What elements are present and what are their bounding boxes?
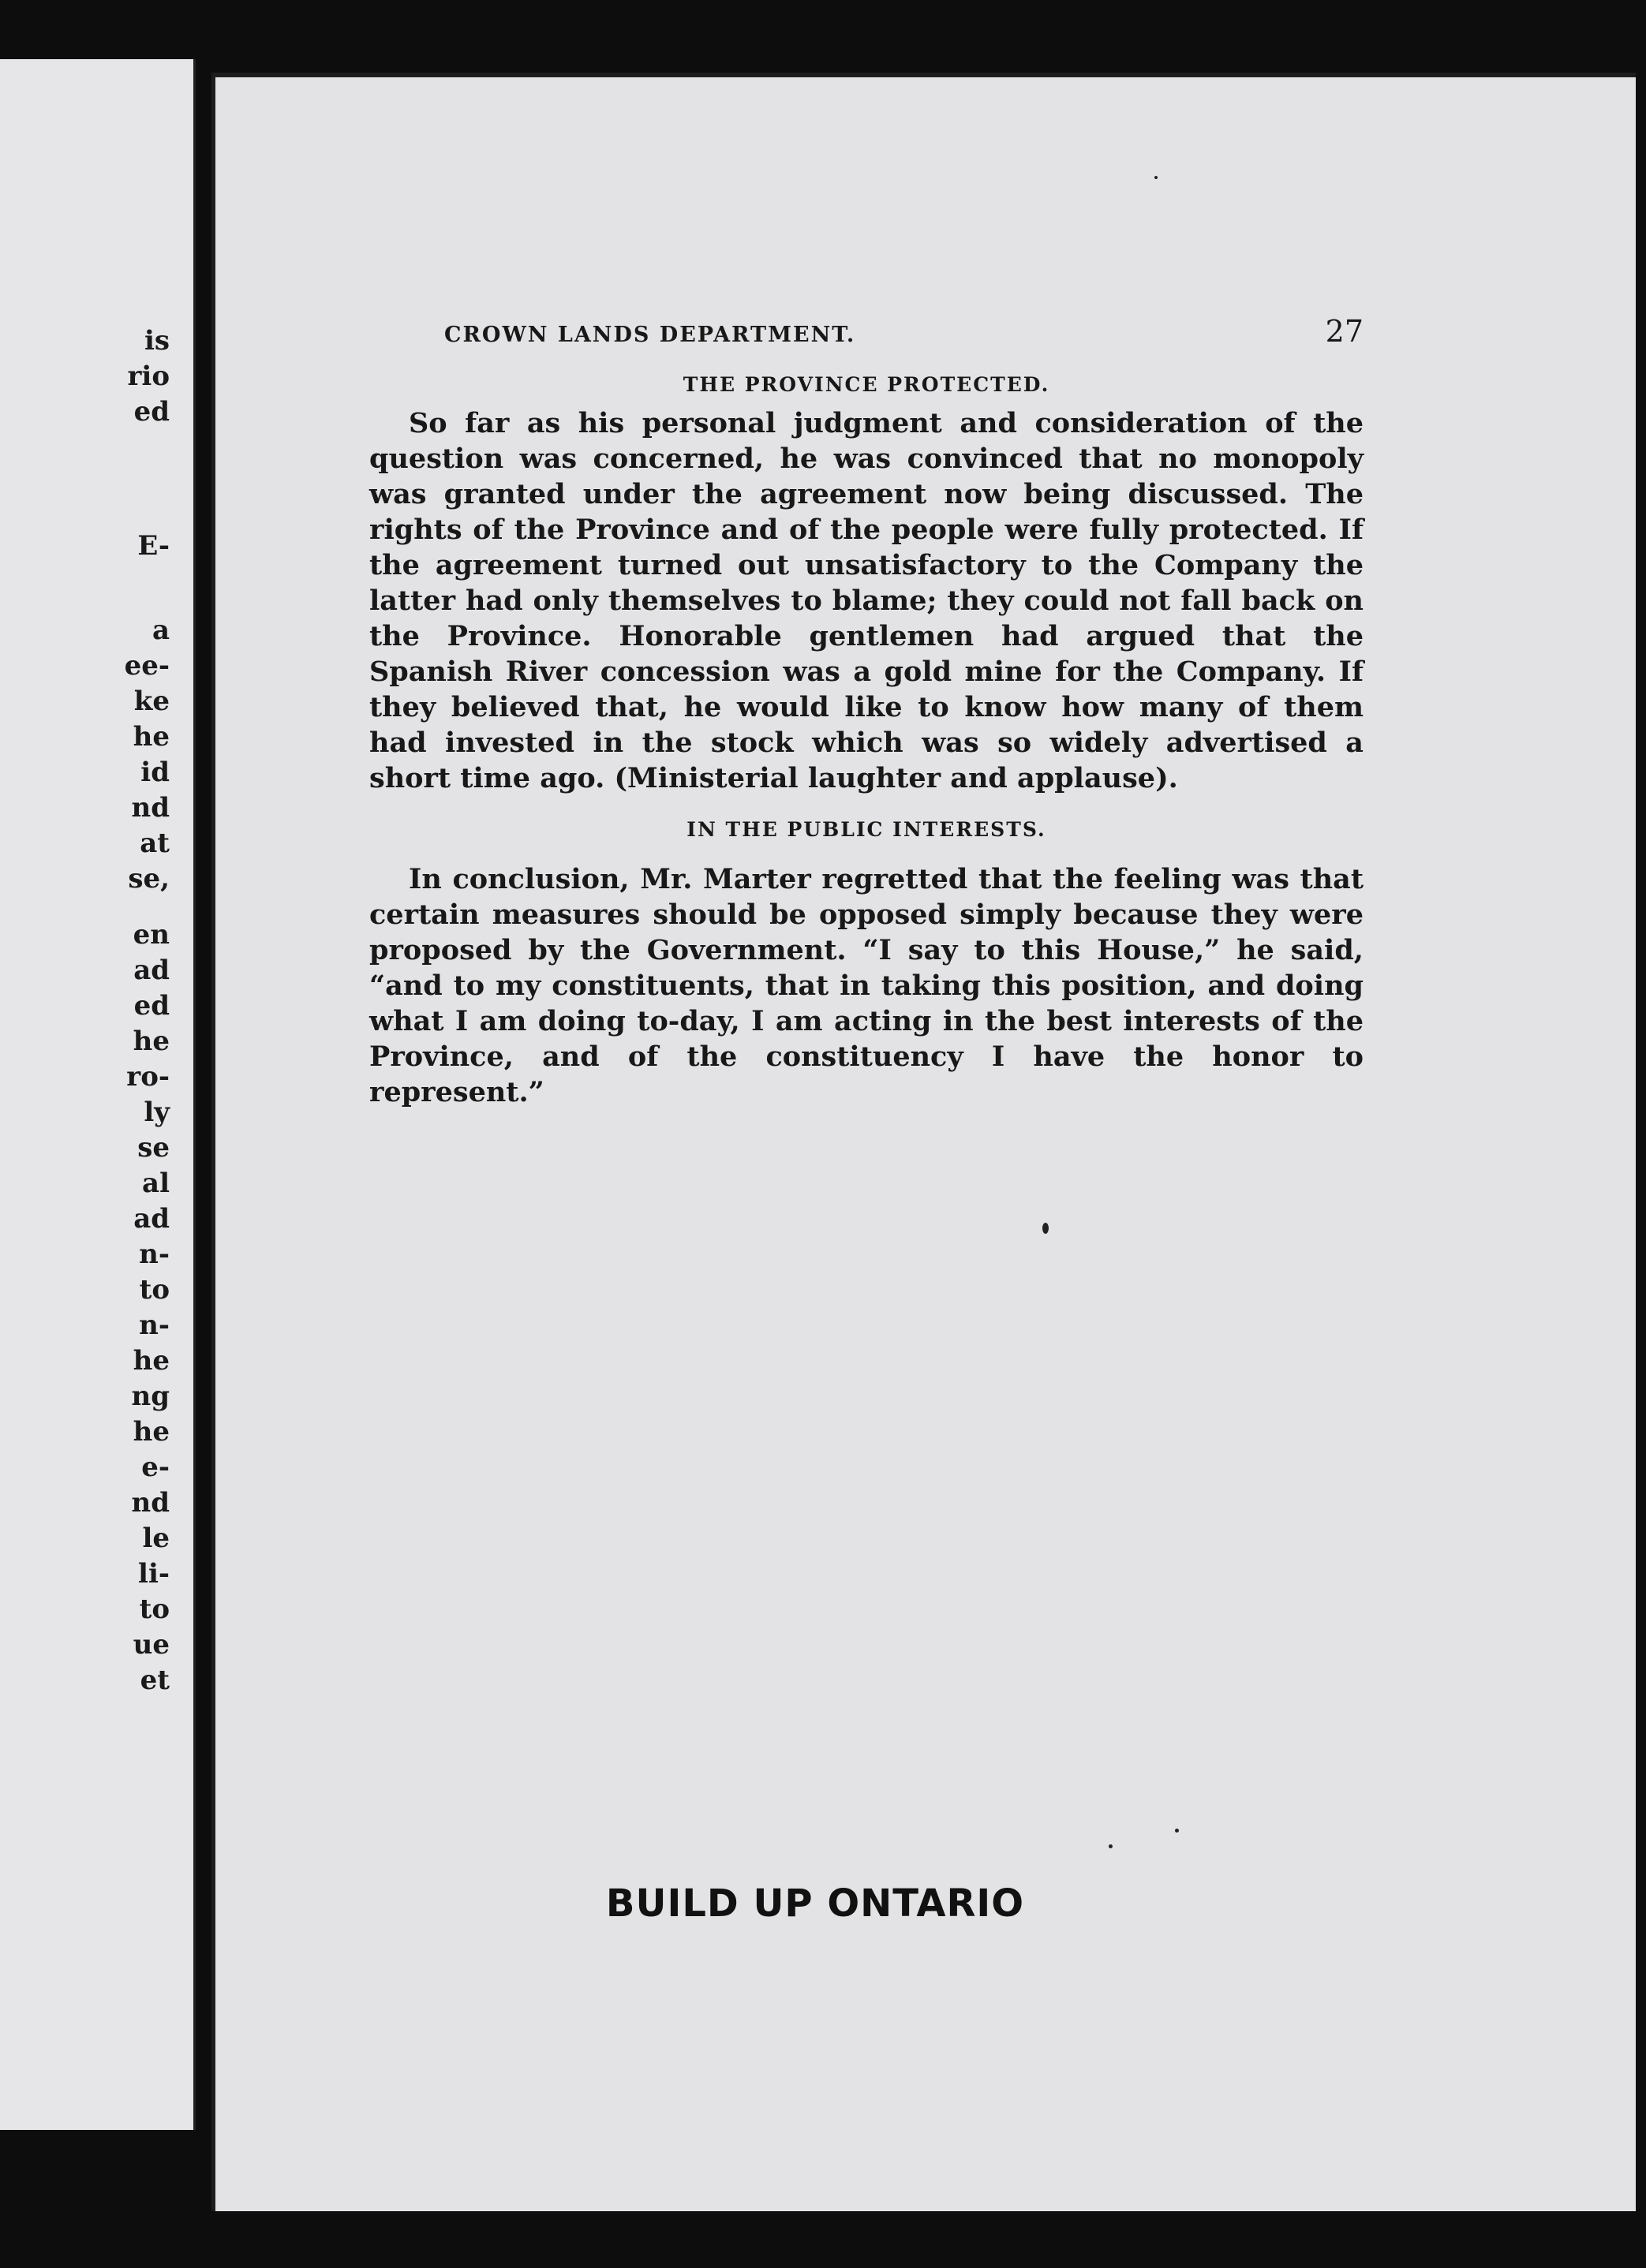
section-paragraph: So far as his personal judgment and consideration of the question was concerned, he was convinced that no monopoly was granted under the agreement now being discussed. The rights of the Province and of the people were fully protected. If the agreement turned out unsatisfactory to the Company the latter had only themselves to blame; they could not fall back on the Province. Honorable gentlemen had argued that the Spanish River concession was a gold mine for the Company. If they believed that, he would like to know how many of them had invested in the stock which was so widely advertised a short time ago. (Ministerial laughter and applause). [369, 407, 1364, 794]
line-fragment: is [144, 325, 170, 357]
spacer [75, 430, 170, 529]
line-fragment: n- [139, 1310, 170, 1341]
line-fragment: he [133, 1026, 170, 1057]
page-text-block [369, 314, 1364, 1110]
line-fragment: he [133, 1416, 170, 1448]
line-fragment: ad [133, 955, 170, 986]
line-fragment: ee- [124, 650, 170, 682]
line-fragment: to [139, 1274, 170, 1306]
page-number: 27 [1325, 314, 1364, 349]
line-fragment: at [140, 828, 170, 859]
line-fragment: e- [141, 1452, 170, 1483]
ink-speck [1109, 1844, 1113, 1848]
line-fragment: le [142, 1523, 170, 1554]
line-fragment: a [152, 615, 170, 646]
banner-slogan: BUILD UP ONTARIO [605, 1881, 1025, 1926]
line-fragment: rio [127, 361, 170, 392]
line-fragment: ly [144, 1097, 170, 1128]
line-fragment: ke [133, 686, 170, 717]
ink-speck [1042, 1223, 1049, 1234]
running-head-title: CROWN LANDS DEPARTMENT. [444, 323, 856, 347]
line-fragment: li- [138, 1558, 170, 1590]
line-fragment: he [133, 1345, 170, 1377]
line-fragment: se, [128, 863, 170, 895]
line-fragment: ue [133, 1629, 170, 1661]
line-fragment: se [137, 1132, 170, 1164]
line-fragment: et [140, 1665, 170, 1696]
line-fragment: n- [139, 1239, 170, 1270]
line-fragment: ro- [126, 1061, 170, 1093]
line-fragment: E- [137, 530, 170, 562]
previous-page [0, 59, 196, 2130]
line-fragment: id [140, 757, 170, 788]
spacer [75, 897, 170, 917]
section-paragraph: In conclusion, Mr. Marter regretted that the feeling was that certain measures should be opposed simply because they were proposed by the Government. “I say to this House,” he said, “and to my constituents, that in taking this position, and doing what I am doing to-day, I am acting in the best interests of the Province, and of the constituency I have the honor to represent.” [369, 863, 1364, 1108]
ink-speck [1175, 1829, 1179, 1833]
line-fragment: nd [131, 1487, 170, 1519]
previous-page-text-fragments [75, 323, 170, 1698]
line-fragment: al [142, 1168, 170, 1199]
line-fragment: ed [133, 396, 170, 428]
line-fragment: to [139, 1594, 170, 1625]
spacer [75, 564, 170, 613]
line-fragment: en [133, 919, 170, 951]
section-heading: IN THE PUBLIC INTERESTS. [686, 818, 1046, 841]
running-head [369, 314, 1364, 361]
line-fragment: he [133, 721, 170, 753]
line-fragment: nd [131, 792, 170, 824]
line-fragment: ng [131, 1381, 170, 1412]
ink-speck [1154, 176, 1158, 179]
section-heading: THE PROVINCE PROTECTED. [683, 373, 1050, 396]
line-fragment: ad [133, 1203, 170, 1235]
line-fragment: ed [133, 990, 170, 1022]
